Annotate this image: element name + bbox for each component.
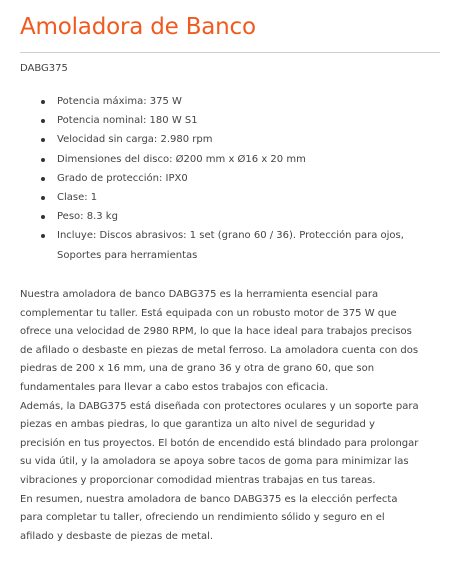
description-line: para completar tu taller, ofreciendo un rendimiento sólido y seguro en el bbox=[20, 512, 385, 524]
description-line: En resumen, nuestra amoladora de banco DABG375 es la elección perfecta bbox=[20, 493, 398, 505]
description-line: vibraciones y proporcionar comodidad mientras trabajas en tus tareas. bbox=[20, 474, 376, 486]
description-line: su vida útil, y la amoladora se apoya sobre tacos de goma para minimizar las bbox=[20, 456, 409, 468]
spec-text: Soportes para herramientas bbox=[57, 249, 198, 261]
spec-item bbox=[20, 207, 440, 226]
bullet-icon bbox=[41, 177, 45, 181]
bullet-icon bbox=[41, 100, 45, 104]
description-line: complementar tu taller. Está equipada con un robusto motor de 375 W que bbox=[20, 307, 397, 319]
description-line: precisión en tus proyectos. El botón de encendido está blindado para prolongar bbox=[20, 437, 419, 449]
spec-text: Grado de protección: IPX0 bbox=[57, 172, 188, 184]
spec-item bbox=[20, 92, 440, 111]
spec-list bbox=[20, 92, 440, 265]
product-title: Amoladora de Banco bbox=[20, 14, 256, 40]
spec-item bbox=[20, 150, 440, 169]
bullet-icon bbox=[41, 196, 45, 200]
spec-text: Dimensiones del disco: Ø200 mm x Ø16 x 20 mm bbox=[57, 153, 306, 165]
bullet-icon bbox=[41, 215, 45, 219]
spec-text: Clase: 1 bbox=[57, 192, 98, 204]
description-line: afilado y desbaste de piezas de metal. bbox=[20, 530, 214, 542]
bullet-icon bbox=[41, 234, 45, 238]
spec-item bbox=[20, 130, 440, 149]
description-line: Nuestra amoladora de banco DABG375 es la herramienta esencial para bbox=[20, 289, 379, 300]
bullet-icon bbox=[41, 138, 45, 142]
spec-text: Velocidad sin carga: 2.980 rpm bbox=[57, 134, 213, 146]
spec-item bbox=[20, 169, 440, 188]
description-line: fundamentales para llevar a cabo estos trabajos con eficacia. bbox=[20, 381, 329, 393]
description-line: de afilado o desbaste en piezas de metal ferroso. La amoladora cuenta con dos bbox=[20, 344, 419, 356]
bullet-icon bbox=[41, 119, 45, 123]
spec-text: Peso: 8.3 kg bbox=[57, 211, 118, 223]
description-line: Además, la DABG375 está diseñada con protectores oculares y un soporte para bbox=[20, 400, 419, 412]
product-description bbox=[20, 286, 450, 546]
spec-item bbox=[20, 111, 440, 130]
spec-item bbox=[20, 188, 440, 207]
spec-text: Potencia nominal: 180 W S1 bbox=[57, 115, 198, 127]
title-divider bbox=[20, 52, 440, 53]
spec-text: Incluye: Discos abrasivos: 1 set (grano 60 / 36). Protección para ojos, bbox=[57, 230, 404, 242]
spec-item bbox=[20, 226, 440, 264]
description-line: piezas en ambas piedras, lo que garantiza un alto nivel de seguridad y bbox=[20, 419, 375, 431]
bullet-icon bbox=[41, 158, 45, 162]
spec-text: Potencia máxima: 375 W bbox=[57, 96, 182, 107]
description-line: ofrece una velocidad de 2980 RPM, lo que la hace ideal para trabajos precisos bbox=[20, 326, 412, 338]
product-sku: DABG375 bbox=[20, 63, 68, 74]
description-line: piedras de 200 x 16 mm, una de grano 36 y otra de grano 60, que son bbox=[20, 363, 375, 375]
